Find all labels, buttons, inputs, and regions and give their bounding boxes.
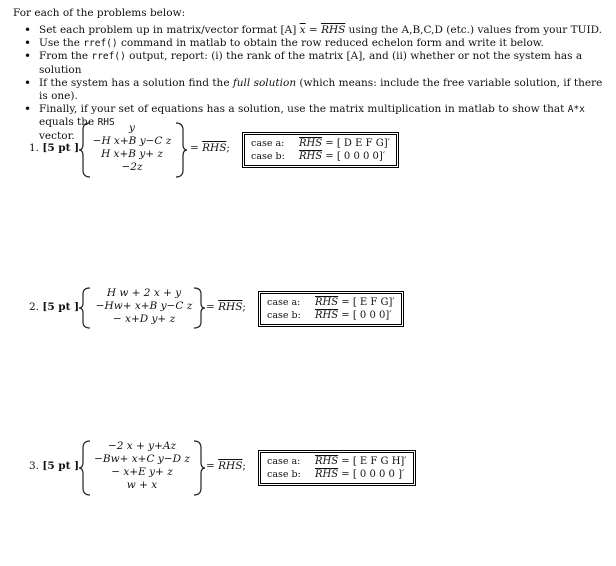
equation-system: [92, 287, 196, 326]
instruction-item: [22, 37, 612, 50]
code-rref: rref(): [91, 51, 126, 63]
code-rhs: RHS: [97, 117, 115, 129]
instruction-text: If the system has a solution find the: [39, 76, 233, 89]
case-b-value: = [ 0 0 0]′: [338, 310, 392, 321]
problem-label: [29, 301, 79, 313]
equation-line: −Hw+ x+B y−C z: [95, 300, 193, 312]
rhs-expression: [190, 142, 230, 154]
instruction-text: (which means: include the free variable solution, if there is one).: [39, 76, 603, 103]
right-brace-icon: [192, 440, 206, 496]
instruction-text: Finally, if your set of equations has a solution, use the matrix multiplication in matlab to show that: [39, 103, 568, 116]
case-b-row: [267, 468, 407, 481]
problem-label: [29, 142, 79, 154]
instruction-text: vector.: [39, 129, 75, 142]
case-a-label: case a:: [267, 456, 301, 467]
instruction-item: [22, 24, 612, 37]
equals-sign: =: [206, 301, 219, 313]
equals-sign: =: [190, 142, 203, 154]
code-ax: A*x: [567, 104, 585, 116]
equation-line: −Bw+ x+C y−D z: [94, 453, 190, 465]
case-b-value: = [ 0 0 0 0]′: [322, 151, 386, 162]
problem-number: 2.: [29, 301, 40, 313]
case-a-value: = [ E F G]′: [338, 297, 395, 308]
case-a-label: case a:: [267, 297, 301, 308]
equation-line: H x+B y+ z: [101, 148, 163, 160]
emphasis-full-solution: full solution: [232, 76, 297, 89]
problem-label: [29, 460, 79, 472]
instruction-text: Use the: [39, 37, 84, 50]
rhs-vector: $\overline{RHS}$: [299, 151, 323, 162]
rhs-expression: [206, 460, 246, 472]
problem-points: [5 pt ]: [42, 301, 80, 313]
semicolon: ;: [242, 301, 246, 313]
equation-line: −H x+B y−C z: [92, 135, 172, 147]
equals-sign: =: [206, 460, 219, 472]
case-b-label: case b:: [267, 310, 301, 321]
instruction-text: output, report: (i) the rank of the matrix [A], and (ii) whether or not the system has a solution: [39, 50, 583, 76]
case-a-value: = [ D E F G]′: [322, 138, 390, 149]
case-b-label: case b:: [251, 151, 285, 162]
rhs-vector: $\overline{RHS}$: [315, 310, 339, 321]
rhs-vector: $\overline{RHS}$: [202, 142, 227, 154]
case-a-label: case a:: [251, 138, 285, 149]
equation-line: w + x: [126, 479, 158, 491]
case-a-value: = [ E F G H]′: [338, 456, 407, 467]
rhs-vector: $\overline{RHS}$: [299, 138, 323, 149]
equation-line: −2z: [121, 161, 143, 173]
equals-sign: =: [305, 24, 322, 36]
code-rref: rref(): [83, 38, 118, 50]
left-brace-icon: [78, 440, 92, 496]
equation-line: − x+D y+ z: [112, 313, 176, 325]
instruction-text: using the A,B,C,D (etc.) values from your TUID.: [345, 24, 602, 36]
case-a-row: [251, 137, 390, 150]
equation-line: −2 x + y+Az: [107, 440, 177, 452]
left-brace-icon: [78, 287, 92, 329]
instruction-item: [22, 50, 612, 76]
right-brace-icon: [174, 122, 188, 178]
case-box: [258, 450, 416, 486]
right-brace-icon: [192, 287, 206, 329]
rhs-expression: [206, 301, 246, 313]
rhs-vector: $\overline{RHS}$: [218, 460, 243, 472]
problem-points: [5 pt ]: [42, 142, 80, 154]
semicolon: ;: [242, 460, 246, 472]
case-box: [242, 132, 399, 168]
equation-system: [92, 440, 192, 492]
instruction-text: command in matlab to obtain the row reduced echelon form and write it below.: [117, 37, 544, 50]
rhs-vector: $\overline{RHS}$: [218, 301, 243, 313]
instruction-text: equals the: [39, 116, 98, 129]
problem-number: 3.: [29, 460, 40, 472]
case-b-row: [267, 309, 395, 322]
case-a-row: [267, 296, 395, 309]
case-b-label: case b:: [267, 469, 301, 480]
problem-number: 1.: [29, 142, 40, 154]
left-brace-icon: [78, 122, 92, 178]
equation-line: y: [129, 122, 135, 134]
rhs-vector: $\overline{RHS}$: [315, 469, 339, 480]
case-b-row: [251, 150, 390, 163]
case-box: [258, 291, 404, 327]
instruction-text: Set each problem up in matrix/vector format [A]: [39, 24, 300, 36]
equation-line: H w + 2 x + y: [106, 287, 182, 299]
problem-points: [5 pt ]: [42, 460, 80, 472]
equation-system: [92, 122, 172, 174]
instruction-item: [22, 77, 612, 103]
equation-line: − x+E y+ z: [111, 466, 173, 478]
instruction-text: From the: [39, 50, 92, 63]
vector-x: $\overline{x}$: [299, 24, 306, 36]
case-a-row: [267, 455, 407, 468]
semicolon: ;: [226, 142, 230, 154]
rhs-vector: $\overline{RHS}$: [321, 24, 346, 36]
intro-text: For each of the problems below:: [13, 7, 186, 19]
rhs-vector: $\overline{RHS}$: [315, 456, 339, 467]
rhs-vector: $\overline{RHS}$: [315, 297, 339, 308]
case-b-value: = [ 0 0 0 0 ]′: [338, 469, 405, 480]
